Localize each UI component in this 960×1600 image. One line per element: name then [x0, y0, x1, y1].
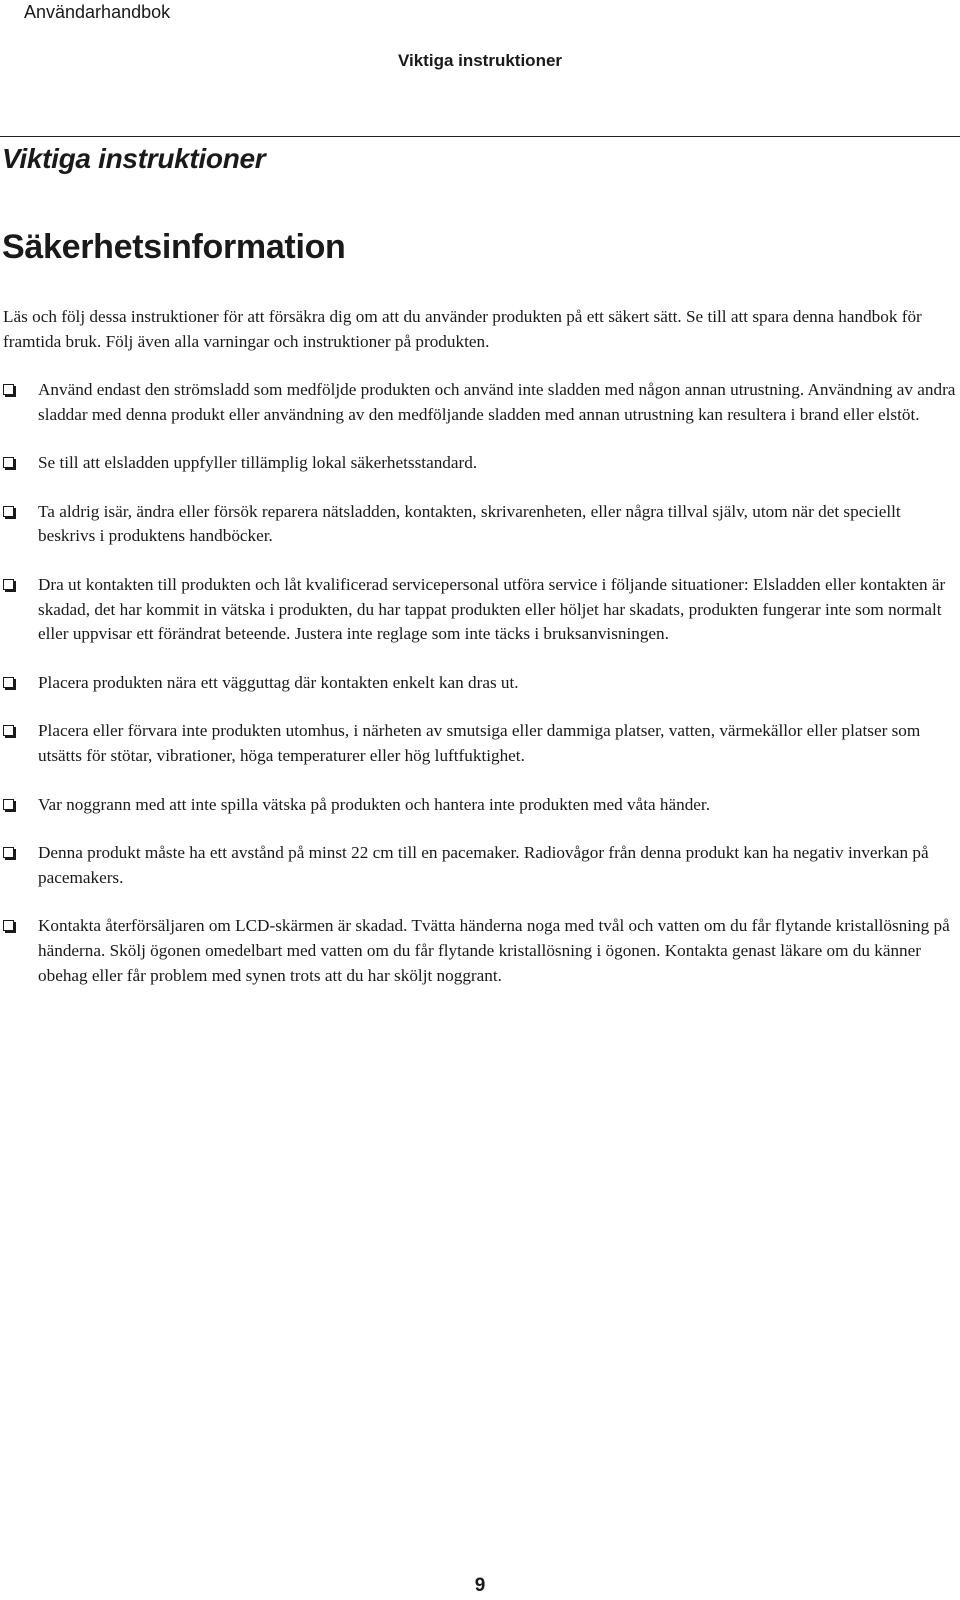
checkbox-bullet-icon: [3, 579, 14, 590]
checkbox-bullet-icon: [3, 506, 14, 517]
checkbox-bullet-icon: [3, 457, 14, 468]
list-item-text: Se till att elsladden uppfyller tillämplig lokal säkerhetsstandard.: [38, 453, 478, 473]
section-title: Säkerhetsinformation: [2, 228, 346, 266]
list-item-text: Var noggrann med att inte spilla vätska på produkten och hantera inte produkten med våta händer.: [38, 794, 711, 814]
checkbox-bullet-icon: [3, 799, 14, 810]
intro-paragraph: Läs och följ dessa instruktioner för att försäkra dig om att du använder produkten på ett säkert sätt. Se till att spara denna handbok för framtida bruk. Följ även alla varningar och instruktioner på produkten.: [3, 307, 922, 351]
list-item-text: Kontakta återförsäljaren om LCD-skärmen är skadad. Tvätta händerna noga med tvål och vatten om du får flytande kristallösning på händerna. Skölj ögonen omedelbart med vatten om du får flytande kristallösning i ögonen. Kontakta genast läkare om du känner obehag eller får problem med synen trots att du har sköljt noggrant.: [38, 916, 950, 985]
list-item: [0, 451, 958, 476]
list-item: [0, 914, 958, 988]
checkbox-bullet-icon: [3, 725, 14, 736]
safety-list: [0, 378, 960, 1012]
chapter-title: Viktiga instruktioner: [2, 143, 266, 174]
list-item: [0, 500, 958, 549]
checkbox-bullet-icon: [3, 920, 14, 931]
checkbox-bullet-icon: [3, 384, 14, 395]
running-header: Användarhandbok: [24, 2, 171, 22]
checkbox-bullet-icon: [3, 677, 14, 688]
list-item: [0, 378, 958, 427]
list-item-text: Placera produkten nära ett vägguttag där kontakten enkelt kan dras ut.: [38, 672, 519, 692]
list-item-text: Använd endast den strömsladd som medföljde produkten och använd inte sladden med någon annan utrustning. Användning av andra sladdar med denna produkt eller användning av den medföljande sladden med annan utrustning kan resultera i brand eller elstöt.: [38, 380, 956, 424]
section-header: Viktiga instruktioner: [397, 51, 563, 70]
list-item-text: Ta aldrig isär, ändra eller försök reparera nätsladden, kontakten, skrivarenheten, eller några tillval själv, utom när det speciellt beskrivs i produktens handböcker.: [38, 501, 901, 546]
list-item: [0, 671, 958, 696]
checkbox-bullet-icon: [3, 847, 14, 858]
list-item: [0, 719, 958, 768]
list-item-text: Denna produkt måste ha ett avstånd på minst 22 cm till en pacemaker. Radiovågor från denna produkt kan ha negativ inverkan på pacemakers.: [38, 843, 929, 887]
list-item-text: Dra ut kontakten till produkten och låt kvalificerad servicepersonal utföra service i följande situationer: Elsladden eller kontakten är skadad, det har kommit in vätska i produkten, du har tappat produkten eller höljet har skadats, produkten fungerar inte som normalt eller uppvisar ett förändrat beteende. Justera inte reglage som inte täcks i bruksanvisningen.: [38, 574, 946, 644]
header-divider: [0, 136, 960, 137]
list-item: [0, 841, 958, 890]
list-item: [0, 573, 958, 647]
list-item: [0, 793, 958, 818]
list-item-text: Placera eller förvara inte produkten utomhus, i närheten av smutsiga eller dammiga platser, vatten, värmekällor eller platser som utsätts för stötar, vibrationer, höga temperaturer eller hög luftfuktighet.: [38, 721, 921, 765]
page-number: 9: [474, 1575, 486, 1596]
